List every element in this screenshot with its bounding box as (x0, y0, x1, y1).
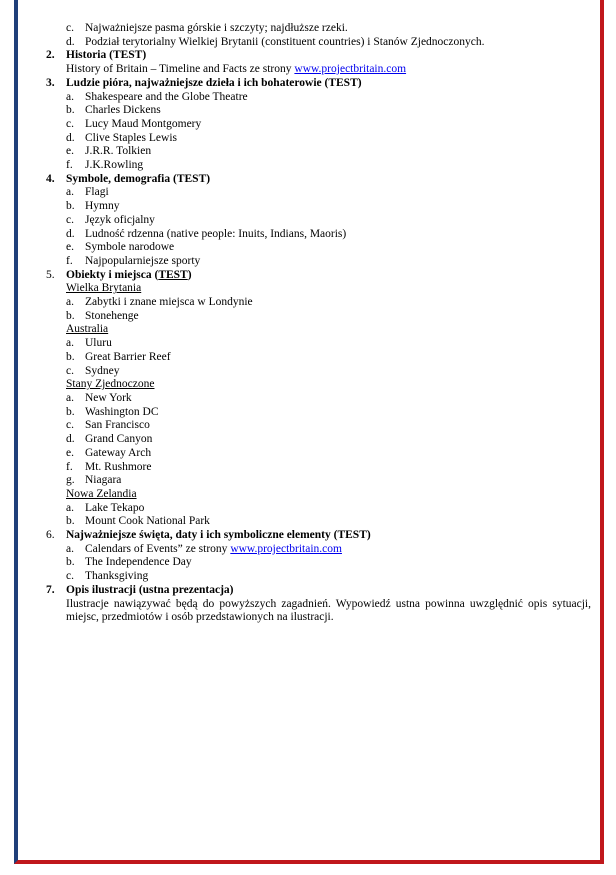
section-title: Symbole, demografia (TEST) (66, 172, 211, 185)
item-letter: a. (66, 391, 74, 404)
list-item (46, 200, 591, 214)
item-letter: a. (66, 337, 74, 350)
section-number: 5. (46, 268, 55, 281)
section-3-heading (46, 77, 591, 91)
item-letter: e. (66, 145, 74, 158)
item-text: Mount Cook National Park (85, 515, 210, 528)
item-text: J.K.Rowling (85, 159, 144, 172)
item-text: Calendars of Events” ze strony (85, 542, 231, 555)
item-text: Shakespeare and the Globe Theatre (85, 90, 248, 103)
item-text: Hymny (85, 200, 120, 213)
item-text: Symbole narodowe (85, 241, 175, 254)
section-number: 3. (46, 76, 55, 89)
item-letter: g. (66, 474, 75, 487)
list-item (46, 241, 591, 255)
section-6-heading (46, 529, 591, 543)
item-text: J.R.R. Tolkien (85, 145, 152, 158)
item-letter: c. (66, 117, 74, 130)
item-text: Zabytki i znane miejsca w Londynie (85, 296, 253, 309)
item-letter: b. (66, 405, 75, 418)
item-text: Najpopularniejsze sporty (85, 254, 201, 267)
item-text: Uluru (85, 337, 112, 350)
list-item (46, 22, 591, 36)
list-item (46, 461, 591, 475)
item-text: Język oficjalny (85, 213, 155, 226)
section-title: Najważniejsze święta, daty i ich symboliczne elementy (TEST) (66, 529, 371, 542)
list-item (46, 515, 591, 529)
item-letter: f. (66, 460, 73, 473)
group-heading-australia: Australia (66, 323, 109, 336)
item-letter: b. (66, 556, 75, 569)
document-body (46, 22, 591, 625)
section-number: 2. (46, 49, 55, 62)
projectbritain-link[interactable]: www.projectbritain.com (230, 542, 342, 555)
item-text: Lake Tekapo (85, 501, 145, 514)
list-item (46, 132, 591, 146)
item-text: San Francisco (85, 419, 150, 432)
list-item (46, 365, 591, 379)
item-text: Great Barrier Reef (85, 350, 171, 363)
item-letter: c. (66, 419, 74, 432)
section-2-line (46, 63, 591, 77)
item-letter: e. (66, 241, 74, 254)
item-letter: a. (66, 501, 74, 514)
item-letter: b. (66, 515, 75, 528)
item-letter: f. (66, 159, 73, 172)
item-letter: d. (66, 433, 75, 446)
item-letter: b. (66, 200, 75, 213)
group-heading-nowa-zelandia: Nowa Zelandia (66, 487, 137, 500)
list-item (46, 145, 591, 159)
section-7-heading (46, 584, 591, 598)
list-item (46, 186, 591, 200)
section-title: Obiekty i miejsca ( (66, 268, 159, 281)
group-heading-stany-zjednoczone: Stany Zjednoczone (66, 378, 155, 391)
projectbritain-link[interactable]: www.projectbritain.com (294, 63, 407, 76)
list-item (46, 433, 591, 447)
group-heading-wielka-brytania: Wielka Brytania (66, 282, 142, 295)
list-item (46, 118, 591, 132)
list-item (46, 351, 591, 365)
item-text: Flagi (85, 186, 109, 199)
list-item (46, 104, 591, 118)
section-2-heading (46, 49, 591, 63)
list-item (46, 392, 591, 406)
item-text: Grand Canyon (85, 433, 153, 446)
item-text: Sydney (85, 364, 120, 377)
section-title-end: ) (187, 268, 192, 281)
item-text: Clive Staples Lewis (85, 131, 177, 144)
list-item (46, 556, 591, 570)
item-text: The Independence Day (85, 556, 192, 569)
list-item (46, 255, 591, 269)
section-5-heading (46, 269, 591, 283)
section-title-underlined: TEST (158, 268, 188, 281)
section-number: 6. (46, 529, 55, 542)
item-letter: b. (66, 104, 75, 117)
list-item (46, 91, 591, 105)
item-text: Podział terytorialny Wielkiej Brytanii (constituent countries) i Stanów Zjednoczonych. (85, 35, 485, 48)
item-letter: a. (66, 90, 74, 103)
item-letter: a. (66, 186, 74, 199)
item-letter: c. (66, 364, 74, 377)
list-item (46, 337, 591, 351)
list-item (46, 406, 591, 420)
list-item (46, 502, 591, 516)
list-item (46, 543, 591, 557)
item-letter: b. (66, 350, 75, 363)
item-text: Gateway Arch (85, 446, 152, 459)
section-7-paragraph: Ilustracje nawiązywać będą do powyższych zagadnień. Wypowiedź ustna powinna uwzględnić opis sytuacji, miejsc, przedmiotów i osób przedstawionych na ilustracji. (66, 597, 591, 624)
list-item (46, 419, 591, 433)
list-item (46, 570, 591, 584)
item-letter: a. (66, 296, 74, 309)
item-letter: a. (66, 542, 74, 555)
item-text: Najważniejsze pasma górskie i szczyty; najdłuższe rzeki. (85, 22, 348, 34)
list-item (46, 310, 591, 324)
item-text: Lucy Maud Montgomery (85, 117, 202, 130)
section-title: Opis ilustracji (ustna prezentacja) (66, 583, 234, 596)
item-text: Ludność rdzenna (native people: Inuits, Indians, Maoris) (85, 227, 347, 240)
list-item (46, 214, 591, 228)
item-text: Mt. Rushmore (85, 460, 152, 473)
list-item (46, 159, 591, 173)
section-4-heading (46, 173, 591, 187)
item-letter: f. (66, 254, 73, 267)
item-text: Washington DC (85, 405, 159, 418)
item-letter: d. (66, 35, 75, 48)
section-title: Ludzie pióra, najważniejsze dzieła i ich bohaterowie (TEST) (66, 76, 362, 89)
section-number: 4. (46, 172, 55, 185)
item-letter: d. (66, 227, 75, 240)
section-title: Historia (TEST) (66, 49, 147, 62)
list-item (46, 296, 591, 310)
item-letter: c. (66, 570, 74, 583)
item-letter: d. (66, 131, 75, 144)
item-text: Niagara (85, 474, 122, 487)
item-letter: b. (66, 309, 75, 322)
item-letter: c. (66, 22, 74, 34)
item-text: Thanksgiving (85, 570, 149, 583)
section-number: 7. (46, 583, 55, 596)
item-text: Stonehenge (85, 309, 139, 322)
item-text: Charles Dickens (85, 104, 161, 117)
list-item (46, 474, 591, 488)
list-item (46, 228, 591, 242)
line-text: History of Britain – Timeline and Facts ze strony (66, 63, 295, 76)
item-letter: e. (66, 446, 74, 459)
list-item (46, 447, 591, 461)
list-item (46, 36, 591, 50)
item-letter: c. (66, 213, 74, 226)
item-text: New York (85, 391, 132, 404)
